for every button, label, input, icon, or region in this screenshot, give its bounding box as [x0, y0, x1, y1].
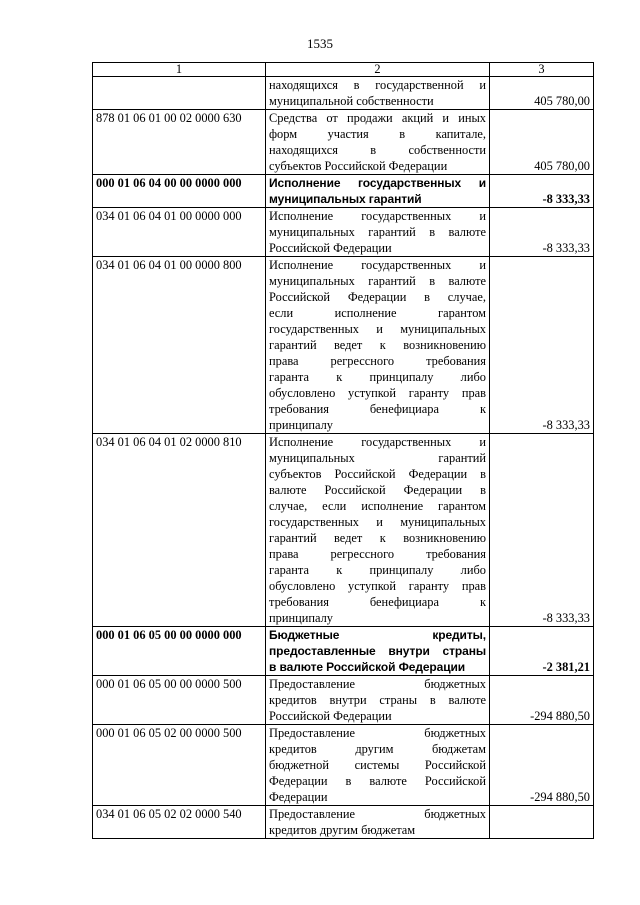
description-line: государственных и муниципальных: [269, 515, 486, 529]
row-description: [266, 806, 490, 839]
description-line: Предоставление бюджетных: [269, 677, 486, 691]
description-line: муниципальных гарантий: [269, 451, 486, 465]
row-description: [266, 175, 490, 208]
table-row: [93, 77, 594, 110]
description-line: муниципальных гарантий в валюте: [269, 225, 486, 239]
row-description: [266, 676, 490, 725]
description-line: Предоставление бюджетных: [269, 807, 486, 821]
row-amount: -8 333,33: [490, 434, 594, 627]
row-description: [266, 110, 490, 175]
row-description: [266, 77, 490, 110]
description-line: Исполнение государственных и: [269, 435, 486, 449]
description-line: Исполнение государственных и: [269, 209, 486, 223]
row-amount: -2 381,21: [490, 627, 594, 676]
row-description: [266, 725, 490, 806]
description-line: права регрессного требования: [269, 547, 486, 561]
description-line: муниципальной собственности: [269, 94, 434, 108]
description-line: Исполнение государственных и: [269, 258, 486, 272]
description-line: Предоставление бюджетных: [269, 726, 486, 740]
row-description: [266, 627, 490, 676]
description-line: находящихся в государственной и: [269, 78, 486, 92]
row-code: 878 01 06 01 00 02 0000 630: [93, 110, 266, 175]
row-description: [266, 434, 490, 627]
row-code: [93, 77, 266, 110]
row-code: 000 01 06 05 02 00 0000 500: [93, 725, 266, 806]
table-header-row: [93, 63, 594, 77]
description-line: субъектов Российской Федерации: [269, 159, 448, 173]
description-line: валюте Российской Федерации в: [269, 483, 486, 497]
row-amount: -8 333,33: [490, 257, 594, 434]
description-line: Российской Федерации: [269, 241, 392, 255]
description-line: принципалу: [269, 611, 333, 625]
table-body: [93, 63, 594, 839]
description-line: предоставленные внутри страны: [269, 644, 486, 658]
description-line: гаранта к принципалу либо: [269, 563, 486, 577]
column-header-2: 2: [266, 63, 490, 77]
description-line: обусловлено уступкой гаранту прав: [269, 579, 486, 593]
description-line: находящихся в собственности: [269, 143, 486, 157]
row-amount: -294 880,50: [490, 676, 594, 725]
table-row: [93, 806, 594, 839]
description-line: Средства от продажи акций и иных: [269, 111, 486, 125]
description-line: принципалу: [269, 418, 333, 432]
column-header-3: 3: [490, 63, 594, 77]
table-row: [93, 110, 594, 175]
description-line: Бюджетные кредиты,: [269, 628, 486, 642]
row-code: 000 01 06 05 00 00 0000 000: [93, 627, 266, 676]
description-line: в валюте Российской Федерации: [269, 660, 466, 674]
description-line: субъектов Российской Федерации в: [269, 467, 486, 481]
description-line: если исполнение гарантом: [269, 306, 486, 320]
row-code: 034 01 06 05 02 02 0000 540: [93, 806, 266, 839]
description-line: муниципальных гарантий в валюте: [269, 274, 486, 288]
page-number: 1535: [307, 36, 333, 51]
description-line: Российской Федерации: [269, 709, 392, 723]
description-line: Федерации в валюте Российской: [269, 774, 486, 788]
description-line: требования бенефициара к: [269, 402, 486, 416]
description-line: Исполнение государственных и: [269, 176, 486, 190]
row-amount: 405 780,00: [490, 110, 594, 175]
row-description: [266, 208, 490, 257]
description-line: форм участия в капитале,: [269, 127, 486, 141]
description-line: муниципальных гарантий: [269, 192, 422, 206]
budget-table: [92, 62, 594, 839]
description-line: права регрессного требования: [269, 354, 486, 368]
row-amount: -8 333,33: [490, 208, 594, 257]
description-line: государственных и муниципальных: [269, 322, 486, 336]
description-line: случае, если исполнение гарантом: [269, 499, 486, 513]
table-row: [93, 175, 594, 208]
description-line: Российской Федерации в случае,: [269, 290, 486, 304]
description-line: гаранта к принципалу либо: [269, 370, 486, 384]
table-row: [93, 434, 594, 627]
description-line: кредитов внутри страны в валюте: [269, 693, 486, 707]
table-row: [93, 676, 594, 725]
description-line: кредитов другим бюджетам: [269, 742, 486, 756]
row-code: 000 01 06 04 00 00 0000 000: [93, 175, 266, 208]
table-row: [93, 627, 594, 676]
table-row: [93, 208, 594, 257]
description-line: обусловлено уступкой гаранту прав: [269, 386, 486, 400]
table-row: [93, 257, 594, 434]
description-line: гарантий ведет к возникновению: [269, 531, 486, 545]
row-code: 034 01 06 04 01 00 0000 800: [93, 257, 266, 434]
column-header-1: 1: [93, 63, 266, 77]
row-amount: -294 880,50: [490, 725, 594, 806]
row-amount: [490, 806, 594, 839]
row-description: [266, 257, 490, 434]
row-code: 034 01 06 04 01 02 0000 810: [93, 434, 266, 627]
description-line: гарантий ведет к возникновению: [269, 338, 486, 352]
description-line: бюджетной системы Российской: [269, 758, 486, 772]
description-line: требования бенефициара к: [269, 595, 486, 609]
row-code: 034 01 06 04 01 00 0000 000: [93, 208, 266, 257]
row-amount: 405 780,00: [490, 77, 594, 110]
description-line: кредитов другим бюджетам: [269, 823, 416, 837]
row-code: 000 01 06 05 00 00 0000 500: [93, 676, 266, 725]
row-amount: -8 333,33: [490, 175, 594, 208]
description-line: Федерации: [269, 790, 328, 804]
table-row: [93, 725, 594, 806]
